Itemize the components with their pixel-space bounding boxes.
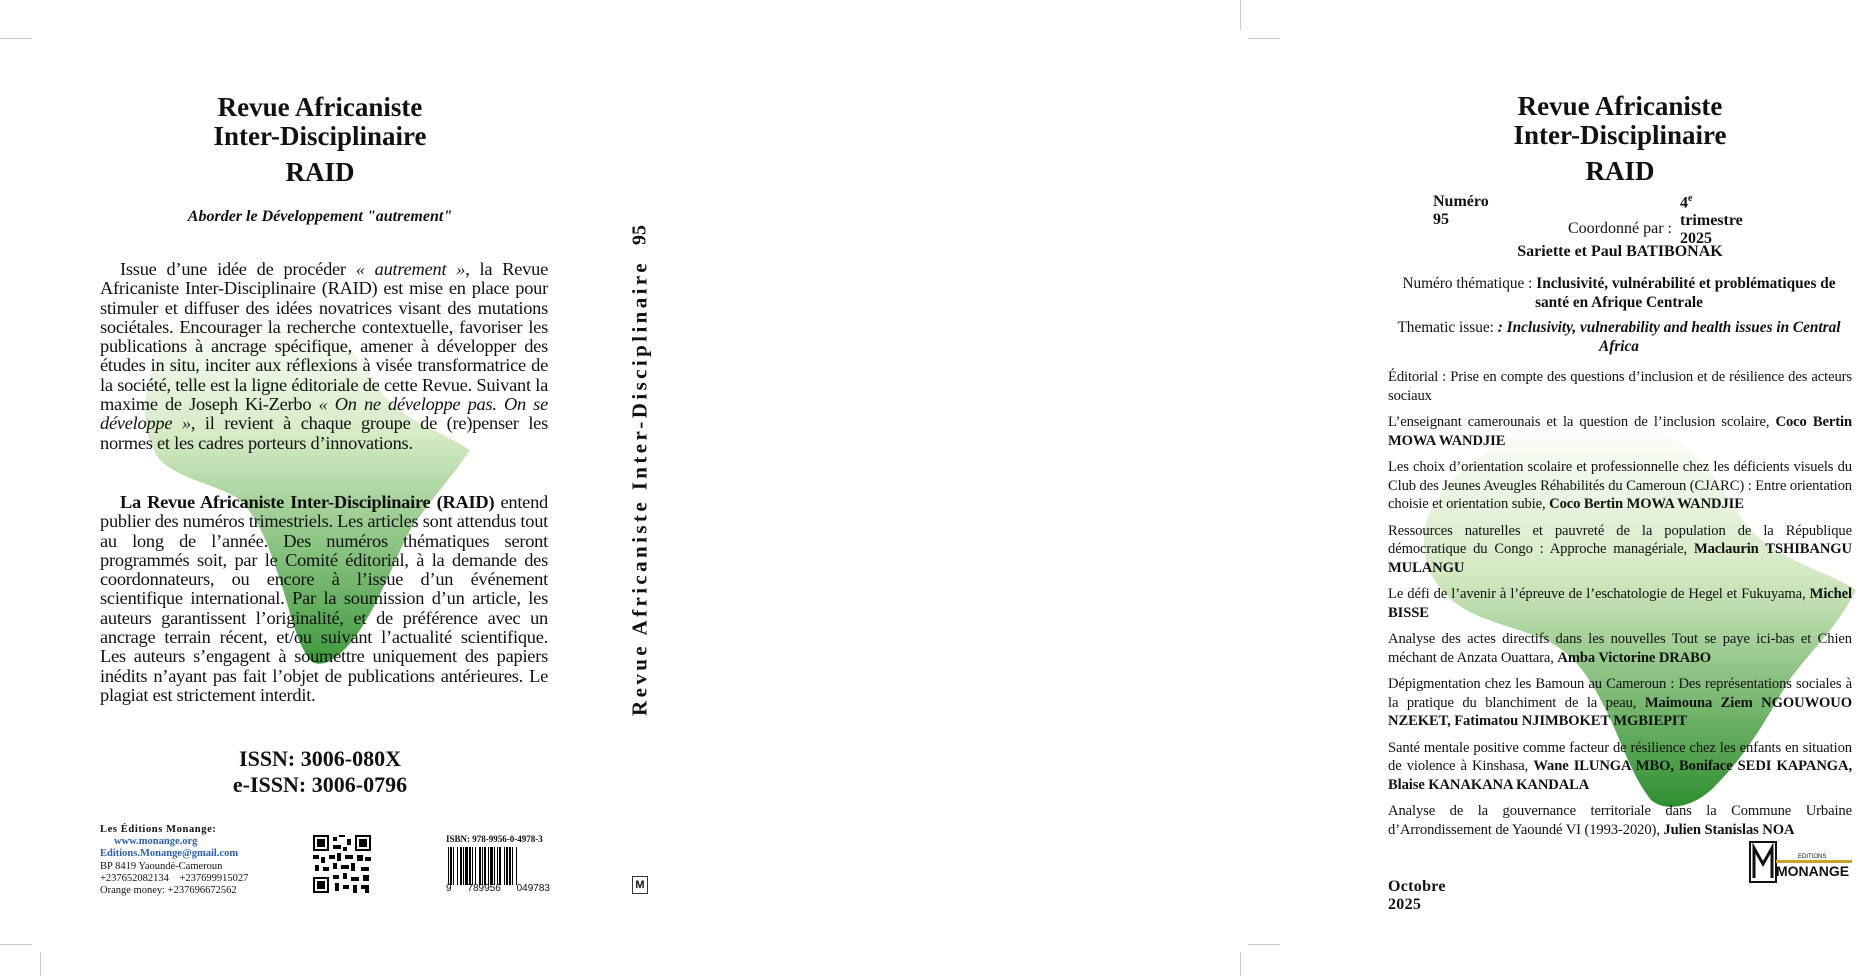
front-title: [1390, 92, 1850, 186]
toc-title: Ressources naturelles et pauvreté de la population de la République démocratique du Congo : Approche managériale,: [1388, 522, 1852, 557]
svg-text:EDITIONS: EDITIONS: [1798, 854, 1827, 860]
toc-authors: Julien Stanislas NOA: [1663, 821, 1795, 838]
toc-authors: Maimouna Ziem NGOUWOUO NZEKET, Fatimatou NJIMBOKET MGBIEPIT: [1388, 694, 1853, 729]
toc-title: Analyse de la gouvernance territoriale dans la Commune Urbaine d’Arrondissement de Yaoundé VI (1993-2020),: [1388, 803, 1852, 838]
toc-title: Santé mentale positive comme facteur de résilience chez les enfants en situation de violence à Kinshasa,: [1388, 739, 1852, 774]
toc-item: [1388, 368, 1852, 405]
publication-date: Octobre 2025: [1388, 878, 1446, 913]
toc-title: Dépigmentation chez les Bamoun au Cameroun : Des représentations sociales à la pratique du blanchiment de la peau,: [1388, 676, 1852, 711]
title-raid: RAID: [285, 157, 355, 187]
description-paragraph-2: [100, 493, 548, 705]
barcode-digits: [446, 883, 550, 894]
spine-title: Revue Africaniste Inter-Disciplinaire: [627, 260, 652, 716]
toc-item: [1388, 802, 1852, 839]
para2-bold: La Revue Africaniste Inter-Disciplinaire (RAID): [120, 492, 495, 512]
description-paragraph-1: [100, 260, 548, 453]
para1-quote: « On ne développe pas. On se développe »: [100, 394, 548, 434]
toc-title: Les choix d’orientation scolaire et professionnelle chez les déficients visuels du Club des Jeunes Aveugles Réhabilités du Cameroun (CJARC) : Entre orientation choisie et orientation subie,: [1388, 459, 1852, 512]
toc-authors: Coco Bertin MOWA WANDJIE: [1549, 496, 1744, 512]
spine-number: 95: [628, 225, 651, 245]
publisher-website[interactable]: www.monange.org: [114, 836, 198, 848]
issn-block: [195, 746, 445, 798]
theme-french: [1388, 274, 1850, 312]
toc-authors: Wane ILUNGA MBO, Boniface SEDI KAPANGA, Blaise KANAKANA KANDALA: [1388, 758, 1852, 793]
coordinators: Sariette et Paul BATIBONAK: [1517, 243, 1723, 260]
toc-title: Analyse des actes directifs dans les nouvelles Tout se paye ici-bas et Chien méchant de Anzata Ouattara,: [1388, 631, 1852, 666]
toc-item: [1388, 585, 1852, 622]
back-title: [100, 93, 540, 187]
publisher-email[interactable]: Editions.Monange@gmail.com: [100, 848, 239, 860]
title-line1: Revue Africaniste: [1517, 91, 1723, 121]
spine-logo-icon: M: [632, 876, 648, 894]
para2-text: entend publier des numéros trimestriels. Les articles sont attendus tout au long de l’année. Des numéros thématiques seront programmés soit, par le Comité éditorial, à la demande des coordonnateurs, ou encore à l’issue d’un événement scientifique international. Par la soumission d’un article, les auteurs garantissent l’originalité, et de préférence avec un ancrage terrain récent, et/ou suivant l’actualité scientifique. Les auteurs s’engagent à soumettre uniquement des papiers inédits n’ayant pas fait l’objet de publications antérieures. Le plagiat est strictement interdit.: [100, 492, 549, 705]
toc-authors: Maclaurin TSHIBANGU MULANGU: [1388, 541, 1852, 576]
phone-1: +237652082134: [100, 872, 169, 884]
toc-title: Éditorial : Prise en compte des questions d’inclusion et de résilience des acteurs sociaux: [1388, 369, 1852, 404]
orange-money: Orange money: +237696672562: [100, 885, 237, 897]
theme-english: [1388, 318, 1850, 356]
toc-authors: Coco Bertin MOWA WANDJIE: [1388, 414, 1852, 449]
title-line1: Revue Africaniste: [217, 92, 423, 122]
toc-item: [1388, 630, 1852, 667]
para1-text: Issue d’une idée de procéder: [120, 259, 356, 279]
front-cover: [660, 0, 1853, 976]
title-raid: RAID: [1585, 156, 1655, 186]
quarter-sup: e: [1688, 193, 1693, 204]
back-cover: [0, 0, 620, 976]
issue-number: Numéro 95: [1433, 193, 1489, 228]
toc-item: [1388, 739, 1852, 795]
theme-fr-label: Numéro thématique :: [1402, 275, 1537, 292]
coordinated-by-label: Coordonné par :: [1568, 220, 1672, 237]
para1-emphasis: « autrement »: [355, 259, 466, 279]
toc-item: [1388, 522, 1852, 578]
title-line2: Inter-Disciplinaire: [213, 121, 427, 151]
toc-item: [1388, 675, 1852, 731]
theme-fr-title: Inclusivité, vulnérabilité et problématiques de santé en Afrique Centrale: [1535, 275, 1836, 311]
toc-authors: Michel BISSE: [1388, 586, 1852, 621]
barcode-digit-group: 049783: [516, 883, 550, 894]
publisher-info: [100, 824, 250, 897]
toc-title: L’enseignant camerounais et la question de l’inclusion scolaire,: [1388, 414, 1776, 430]
quarter-num: 4: [1680, 194, 1688, 212]
isbn-label: ISBN: 978-9956-0-4978-3: [446, 834, 543, 844]
quarter-text: trimestre 2025: [1680, 212, 1743, 248]
barcode-digit-group: 9: [446, 883, 452, 894]
para1-text: , il revient à chaque groupe de (re)penser les normes et les cadres porteurs d’innovations.: [100, 413, 549, 453]
issn: ISSN: 3006-080X: [239, 746, 401, 771]
para1-text: , la Revue Africaniste Inter-Disciplinaire (RAID) est mise en place pour stimuler et diffuser des idées novatrices visant des mutations sociétales. Encourager la recherche contextuelle, favoriser les publications à ancrage spécifique, amener à développer des études in situ, inciter aux réflexions à visée transformatrice de la société, telle est la ligne éditoriale de cette Revue. Suivant la maxime de Joseph Ki-Zerbo: [100, 259, 548, 415]
tagline: Aborder le Développement "autrement": [187, 208, 453, 225]
theme-en-title: : Inclusivity, vulnerability and health issues in Central Africa: [1497, 319, 1841, 355]
toc-title: Le défi de l’avenir à l’épreuve de l’eschatologie de Hegel et Fukuyama,: [1388, 586, 1810, 602]
barcode-icon: [446, 847, 550, 885]
monange-logo-icon: [1748, 838, 1854, 888]
publisher-phones: [100, 873, 250, 885]
theme-en-label: Thematic issue:: [1397, 319, 1498, 336]
eissn: e-ISSN: 3006-0796: [232, 772, 408, 797]
toc-item: [1388, 413, 1852, 450]
barcode-digit-group: 789956: [467, 883, 501, 894]
publisher-name: Les Éditions Monange:: [100, 824, 217, 835]
table-of-contents: [1388, 368, 1852, 847]
qr-code-icon: [313, 835, 371, 893]
publisher-address: BP 8419 Yaoundé-Cameroun: [100, 860, 223, 872]
title-line2: Inter-Disciplinaire: [1513, 120, 1727, 150]
toc-item: [1388, 458, 1852, 514]
svg-text:MONANGE: MONANGE: [1776, 863, 1850, 879]
phone-2: +237699915027: [179, 872, 249, 884]
toc-authors: Amba Victorine DRABO: [1557, 649, 1712, 666]
